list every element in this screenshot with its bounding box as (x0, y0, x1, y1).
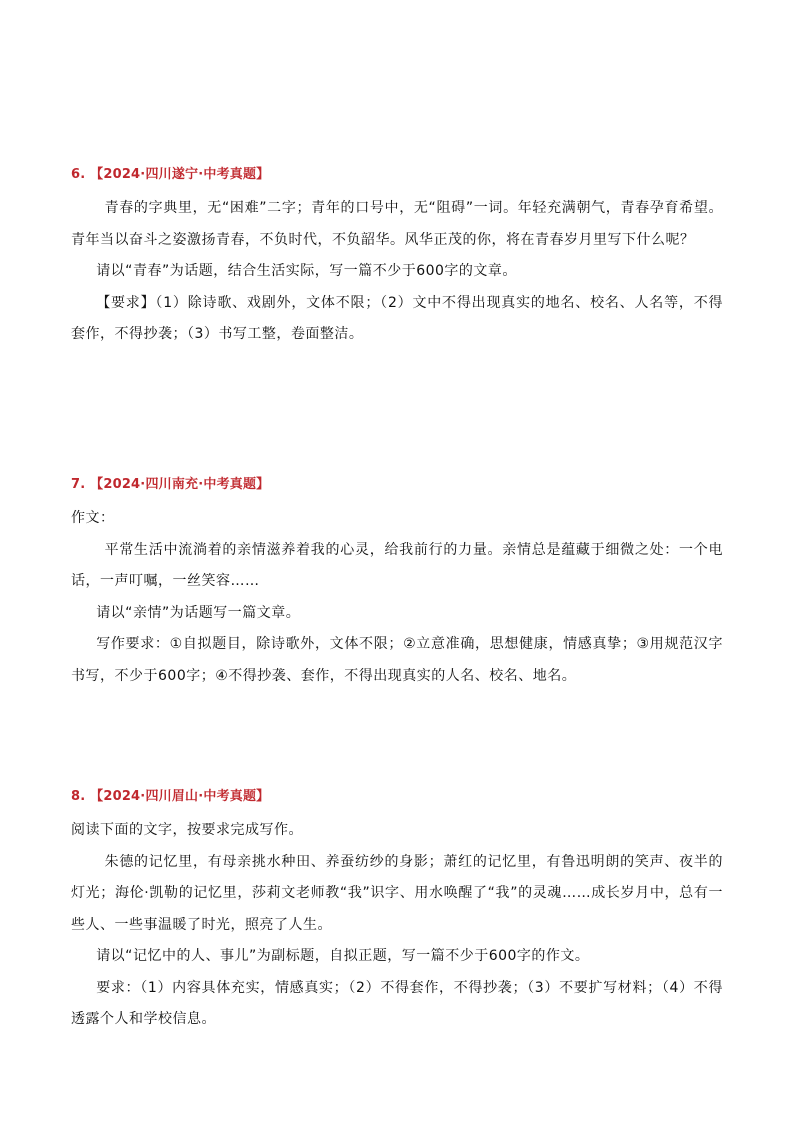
material-paragraph: 平常生活中流淌着的亲情滋养着我的心灵，给我前行的力量。亲情总是蕴藏于细微之处：一个电话，一声叮嘱，一丝笑容…… (71, 541, 723, 589)
prompt-paragraph: 请以“亲情”为话题写一篇文章。 (96, 604, 301, 621)
question-number: 8. (71, 789, 86, 804)
question-7 (71, 475, 723, 692)
intro-paragraph: 阅读下面的文字，按要求完成写作。 (71, 822, 303, 838)
material-paragraph: 青春的字典里，无“困难”二字；青年的口号中，无“阻碍”一词。年轻充满朝气，青春孕育希望。青年当以奋斗之姿激扬青春，不负时代，不负韶华。风华正茂的你，将在青春岁月里写下什么呢？ (71, 200, 723, 248)
question-header (71, 475, 723, 495)
question-body (71, 503, 723, 692)
question-header (71, 787, 723, 807)
requirements-paragraph: 要求：（1）内容具体充实，情感真实；（2）不得套作，不得抄袭；（3）不要扩写材料；（4）不得透露个人和学校信息。 (71, 979, 723, 1027)
question-body (71, 815, 723, 1036)
material-paragraph: 朱德的记忆里，有母亲挑水种田、养蚕纺纱的身影；萧红的记忆里，有鲁迅明朗的笑声、夜半的灯光；海伦·凯勒的记忆里，莎莉文老师教“我”识字、用水唤醒了“我”的灵魂……成长岁月中，总有一些人、一些事温暖了时光，照亮了人生。 (71, 853, 723, 933)
question-source: 【2024·四川遂宁·中考真题】 (90, 167, 270, 182)
intro-paragraph: 作文： (71, 510, 115, 526)
question-6 (71, 165, 723, 351)
requirements-paragraph: 写作要求：①自拟题目，除诗歌外，文体不限；②立意准确，思想健康，情感真挚；③用规范汉字书写，不少于600字；④不得抄袭、套作，不得出现真实的人名、校名、地名。 (71, 636, 723, 684)
prompt-paragraph: 请以“青春”为话题，结合生活实际，写一篇不少于600字的文章。 (96, 263, 517, 279)
question-header (71, 165, 723, 185)
requirements-paragraph: 【要求】（1）除诗歌、戏剧外，文体不限；（2）文中不得出现真实的地名、校名、人名等，不得套作，不得抄袭；（3）书写工整，卷面整洁。 (71, 294, 723, 342)
prompt-paragraph: 请以“记忆中的人、事儿”为副标题，自拟正题，写一篇不少于600字的作文。 (96, 948, 590, 964)
question-source: 【2024·四川南充·中考真题】 (90, 477, 270, 492)
question-body (71, 193, 723, 351)
question-number: 6. (71, 167, 86, 182)
question-number: 7. (71, 477, 86, 492)
question-source: 【2024·四川眉山·中考真题】 (90, 789, 270, 804)
question-8 (71, 787, 723, 1036)
